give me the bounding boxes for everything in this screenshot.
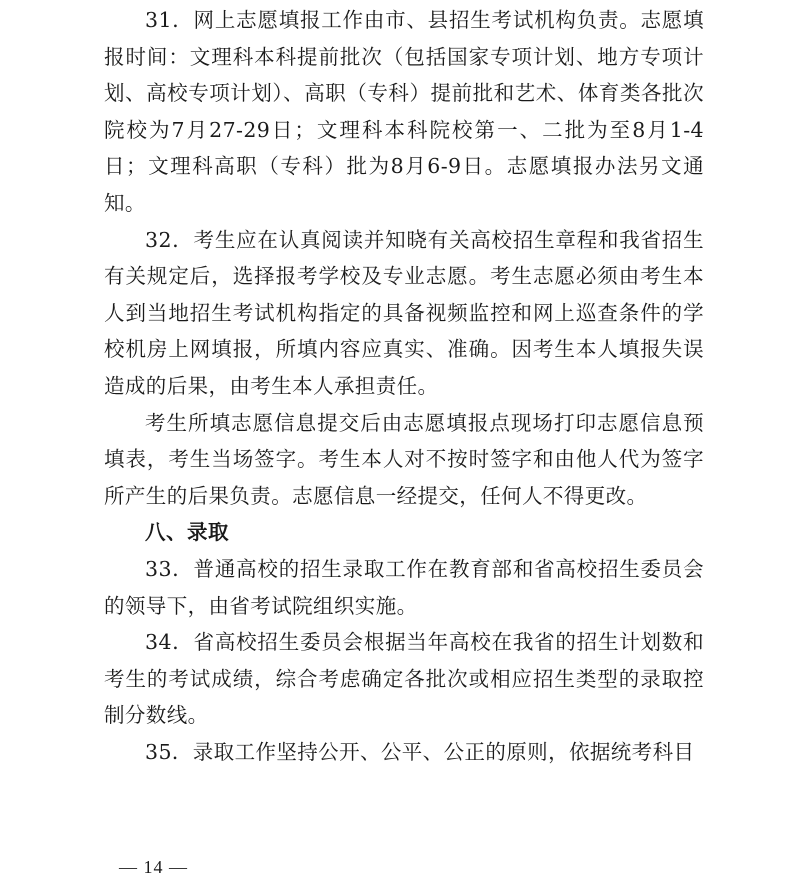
- paragraph-35: 35．录取工作坚持公开、公平、公正的原则，依据统考科目: [145, 739, 695, 764]
- page-number: — 14 —: [119, 857, 188, 877]
- paragraph-31: 31．网上志愿填报工作由市、县招生考试机构负责。志愿填报时间：文理科本科提前批次（包括国家专项计划、地方专项计划、高校专项计划）、高职（专科）提前批和艺术、体育类各批次院校为7月27-29日；文理科本科院校第一、二批为至8月1-4日；文理科高职（专科）批为8月6-9日。志愿填报办法另文通知。: [104, 8, 704, 215]
- paragraph-32: 32．考生应在认真阅读并知晓有关高校招生章程和我省招生有关规定后，选择报考学校及专业志愿。考生志愿必须由考生本人到当地招生考试机构指定的具备视频监控和网上巡查条件的学校机房上网填报，所填内容应真实、准确。因考生本人填报失误造成的后果，由考生本人承担责任。: [104, 227, 704, 398]
- paragraph-32-continued: 考生所填志愿信息提交后由志愿填报点现场打印志愿信息预填表，考生当场签字。考生本人对不按时签字和由他人代为签字所产生的后果负责。志愿信息一经提交，任何人不得更改。: [104, 410, 704, 508]
- paragraph-33: 33．普通高校的招生录取工作在教育部和省高校招生委员会的领导下，由省考试院组织实施。: [104, 556, 704, 618]
- section-heading-admission: 八、录取: [145, 520, 229, 545]
- paragraph-34: 34．省高校招生委员会根据当年高校在我省的招生计划数和考生的考试成绩，综合考虑确定各批次或相应招生类型的录取控制分数线。: [104, 630, 704, 728]
- document-page: [104, 2, 704, 770]
